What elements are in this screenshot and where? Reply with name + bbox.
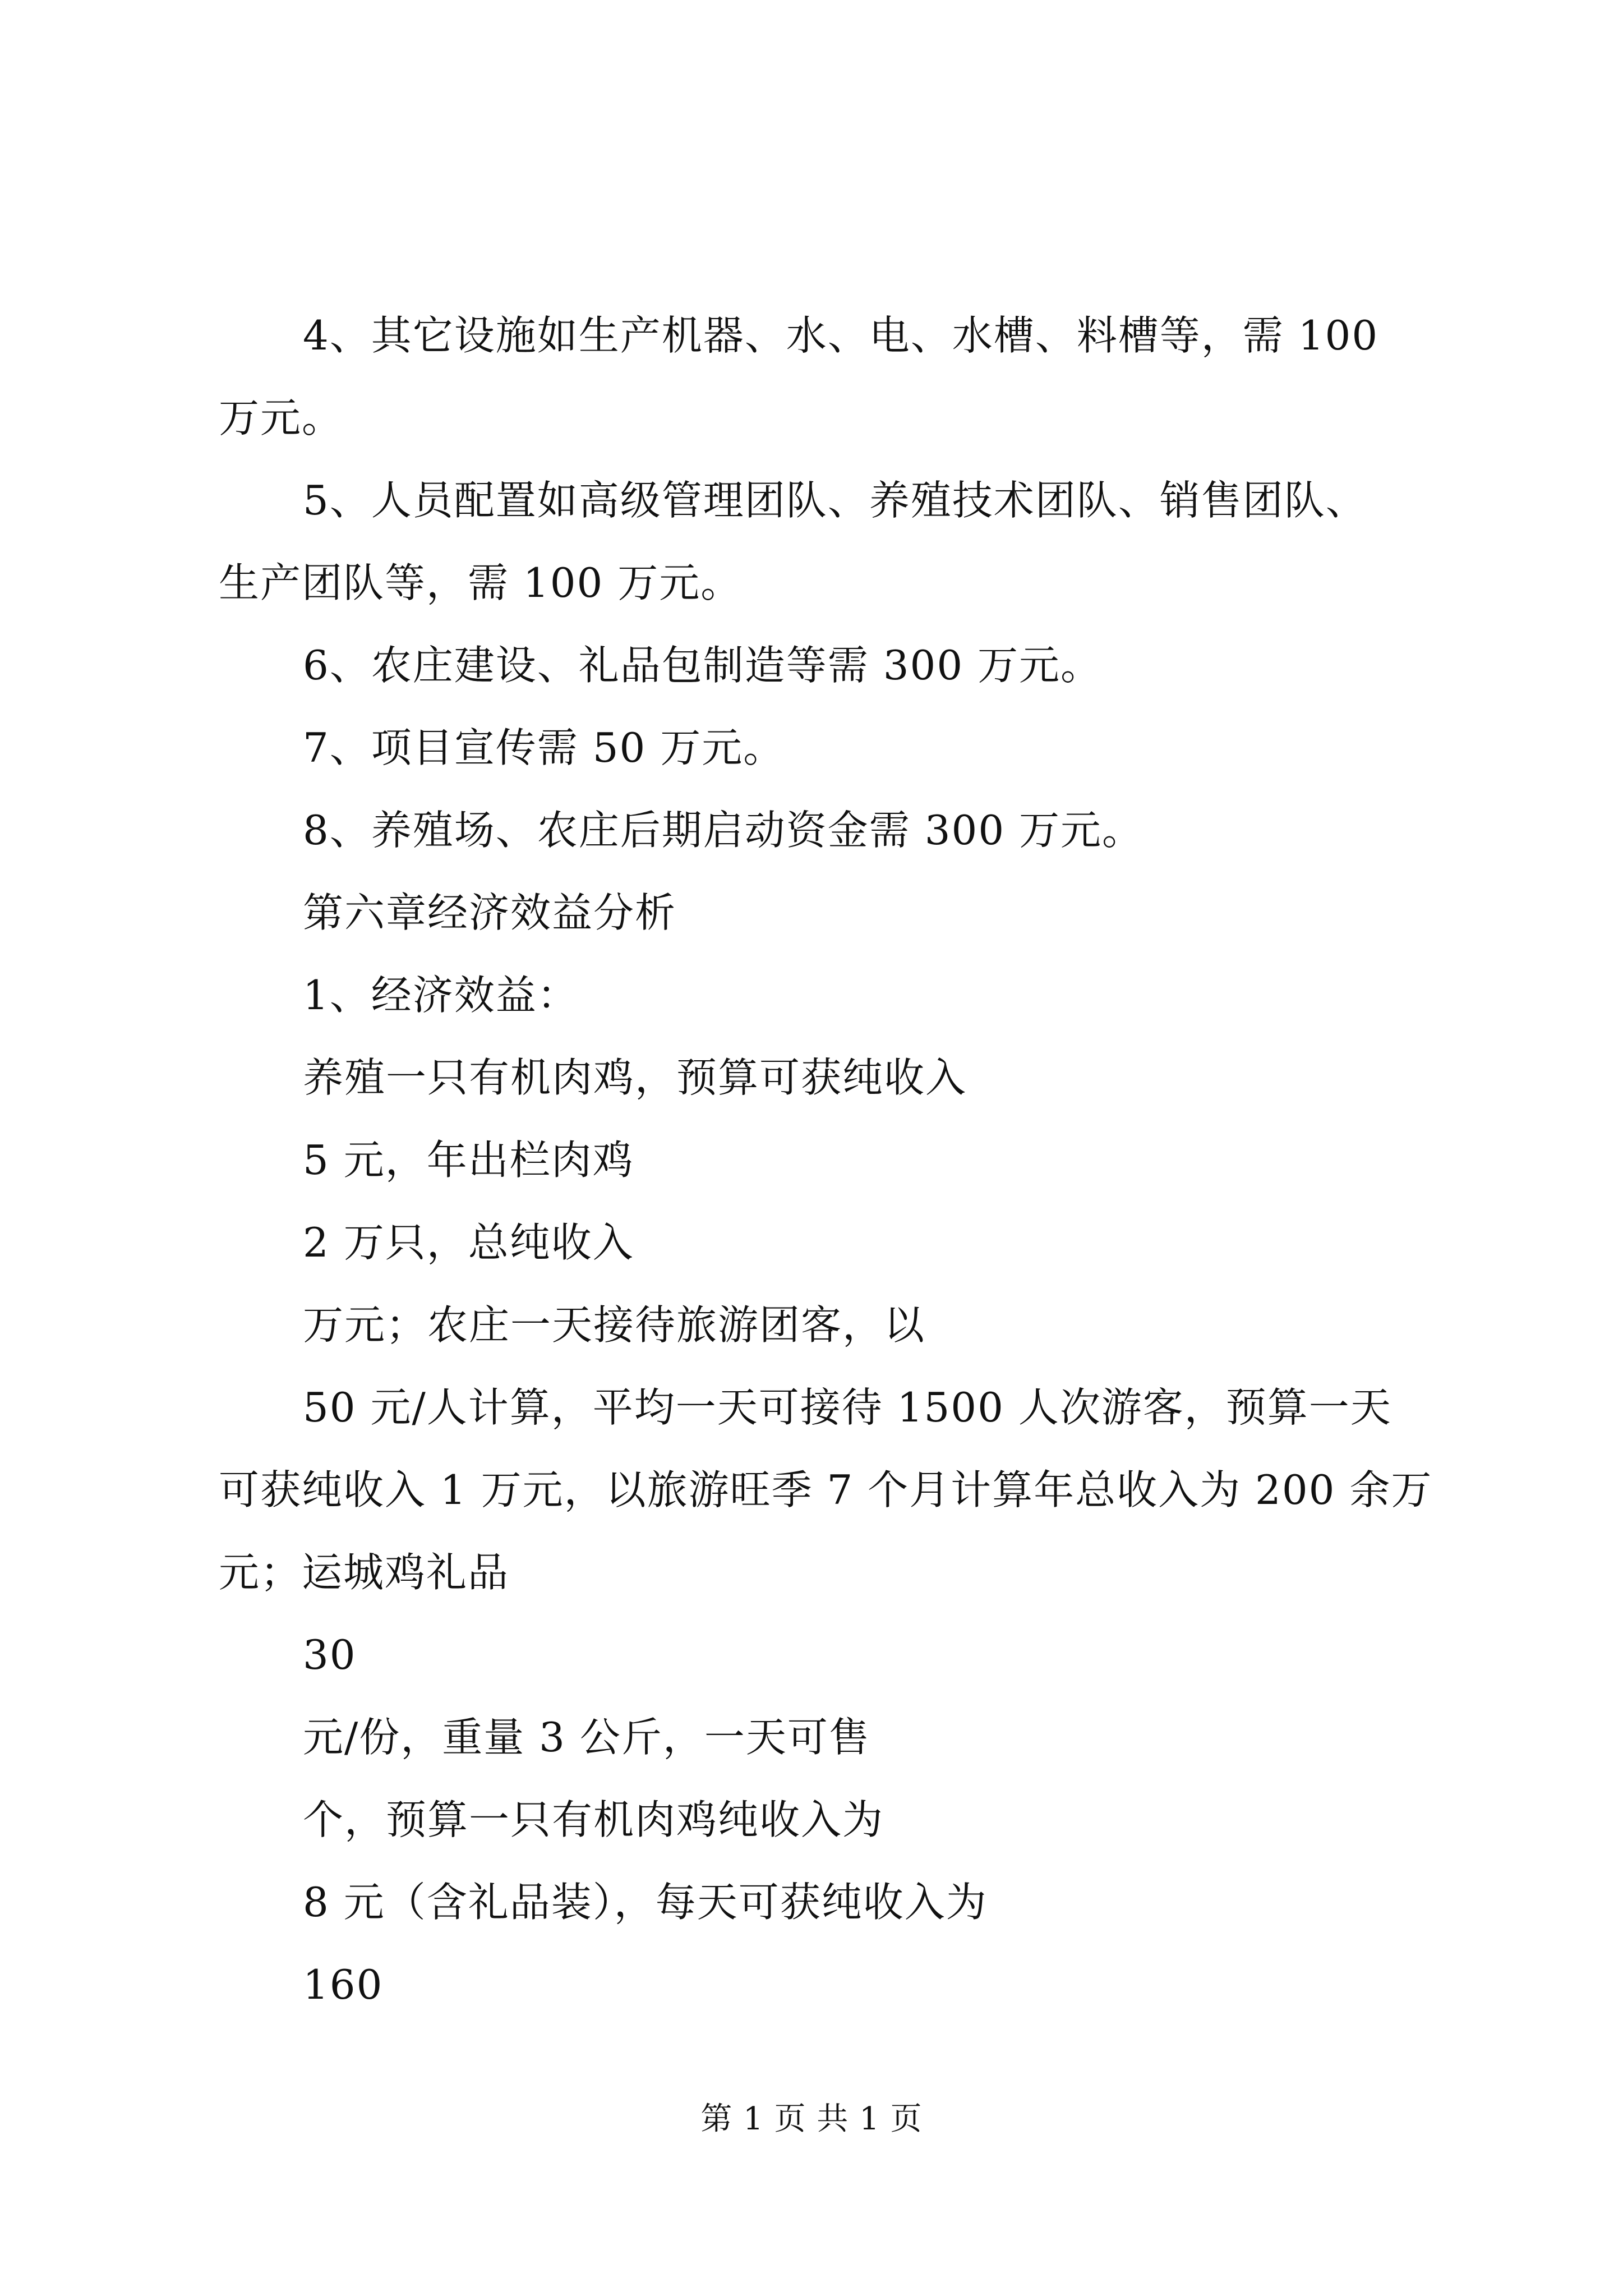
text-line: 6、农庄建设、礼品包制造等需 300 万元。 <box>303 642 1103 689</box>
chapter-heading: 第六章经济效益分析 <box>303 889 677 936</box>
text-line: 元；运城鸡礼品 <box>219 1549 510 1596</box>
text-line: 7、项目宣传需 50 万元。 <box>303 724 785 771</box>
text-line: 8、养殖场、农庄后期启动资金需 300 万元。 <box>303 807 1144 854</box>
text-line: 160 <box>303 1961 384 2008</box>
text-line: 5、人员配置如高级管理团队、养殖技术团队、销售团队、 <box>303 477 1367 524</box>
text-line: 元/份，重量 3 公斤，一天可售 <box>303 1714 870 1761</box>
section-heading: 1、经济效益： <box>303 972 579 1019</box>
text-line: 2 万只，总纯收入 <box>303 1219 634 1266</box>
text-line: 50 元/人计算，平均一天可接待 1500 人次游客，预算一天 <box>303 1384 1392 1431</box>
text-line: 30 <box>303 1631 357 1678</box>
text-line: 5 元，年出栏肉鸡 <box>303 1137 634 1184</box>
text-line: 养殖一只有机肉鸡，预算可获纯收入 <box>303 1054 967 1101</box>
text-line: 可获纯收入 1 万元，以旅游旺季 7 个月计算年总收入为 200 余万 <box>219 1466 1433 1513</box>
text-line: 生产团队等，需 100 万元。 <box>219 559 743 606</box>
text-line: 4、其它设施如生产机器、水、电、水槽、料槽等，需 100 <box>303 312 1379 359</box>
text-line: 个，预算一只有机肉鸡纯收入为 <box>303 1796 884 1843</box>
text-line: 8 元（含礼品装），每天可获纯收入为 <box>303 1879 988 1926</box>
page-footer: 第 1 页 共 1 页 <box>700 2101 923 2137</box>
text-line: 万元；农庄一天接待旅游团客，以 <box>303 1301 926 1349</box>
text-line: 万元。 <box>219 394 344 441</box>
